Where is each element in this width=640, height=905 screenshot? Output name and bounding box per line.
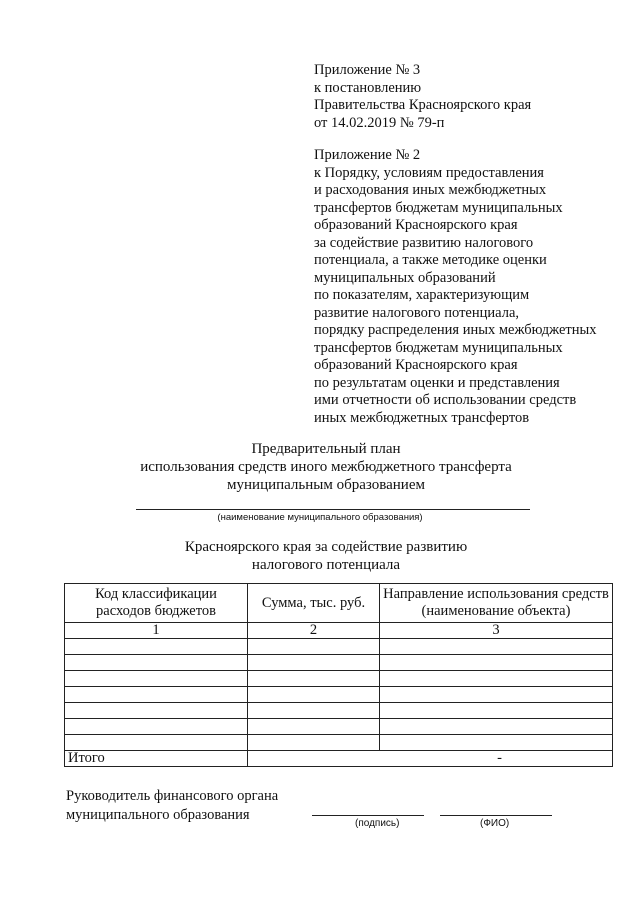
appendix-2-line: Приложение № 2	[314, 147, 421, 163]
table-cell[interactable]	[380, 703, 613, 719]
table-cell[interactable]	[248, 655, 380, 671]
signature-underline	[312, 815, 424, 816]
document-title	[6, 440, 640, 494]
table-cell[interactable]	[248, 719, 380, 735]
document-title-line: использования средств иного межбюджетного трансферта	[140, 459, 512, 475]
appendix-2-line: развитие налогового потенциала,	[314, 304, 520, 321]
table-row	[65, 735, 613, 751]
plan-table	[64, 583, 613, 767]
table-header-row	[65, 584, 613, 623]
document-subtitle	[6, 538, 640, 574]
signature-block	[66, 787, 278, 825]
table-cell[interactable]	[248, 639, 380, 655]
table-row	[65, 655, 613, 671]
appendix-3-line: Правительства Красноярского края	[314, 97, 532, 113]
table-cell[interactable]	[65, 639, 248, 655]
document-title-line: Предварительный план	[251, 441, 401, 457]
appendix-2-line: по показателям, характеризующим	[314, 287, 530, 303]
table-cell[interactable]	[65, 671, 248, 687]
signature-line-text: Руководитель финансового органа	[66, 788, 279, 804]
table-cell[interactable]	[380, 671, 613, 687]
municipality-name-caption: (наименование муниципального образования)	[217, 512, 423, 523]
column-number: 2	[248, 623, 380, 639]
table-cell[interactable]	[248, 735, 380, 751]
table-cell[interactable]	[380, 687, 613, 703]
appendix-2-line: образований Красноярского края	[314, 217, 518, 233]
document-title-line: муниципальным образованием	[227, 477, 425, 493]
municipality-name-line	[136, 509, 530, 510]
table-row	[65, 639, 613, 655]
appendix-3-header	[314, 62, 531, 132]
table-cell[interactable]	[380, 639, 613, 655]
table-cell[interactable]	[65, 719, 248, 735]
column-number-row	[65, 623, 613, 639]
table-cell[interactable]	[248, 703, 380, 719]
table-row	[65, 703, 613, 719]
table-row	[65, 719, 613, 735]
column-number: 1	[65, 623, 248, 639]
header-amount: Сумма, тыс. руб.	[248, 584, 380, 623]
document-subtitle-line: Красноярского края за содействие развитию	[184, 539, 468, 555]
appendix-2-line: к Порядку, условиям предоставления	[314, 164, 544, 181]
total-sum: -	[248, 751, 613, 767]
table-cell[interactable]	[248, 687, 380, 703]
full-name-underline	[440, 815, 552, 816]
appendix-2-line: трансфертов бюджетам муниципальных	[314, 199, 563, 216]
table-cell[interactable]	[65, 687, 248, 703]
appendix-2-line: за содействие развитию налогового	[314, 234, 534, 251]
appendix-2-line: иных межбюджетных трансфертов	[314, 409, 530, 426]
appendix-2-line: потенциала, а также методике оценки	[314, 252, 547, 268]
table-cell[interactable]	[380, 655, 613, 671]
total-label: Итого	[65, 751, 248, 767]
table-cell[interactable]	[65, 655, 248, 671]
appendix-3-line: Приложение № 3	[314, 62, 421, 78]
header-usage-direction: Направление использования средств (наименование объекта)	[380, 584, 613, 623]
table-row	[65, 687, 613, 703]
header-budget-code: Код классификации расходов бюджетов	[65, 584, 248, 623]
table-row	[65, 671, 613, 687]
appendix-2-line: ими отчетности об использовании средств	[314, 392, 577, 408]
full-name-caption: (ФИО)	[480, 818, 510, 829]
appendix-2-header	[314, 147, 596, 427]
appendix-3-line: к постановлению	[314, 79, 422, 96]
column-number: 3	[380, 623, 613, 639]
signature-line-text: муниципального образования	[66, 807, 250, 823]
table-cell[interactable]	[65, 703, 248, 719]
table-cell[interactable]	[248, 671, 380, 687]
table-cell[interactable]	[380, 735, 613, 751]
appendix-2-line: порядку распределения иных межбюджетных	[314, 322, 597, 338]
appendix-2-line: образований Красноярского края	[314, 357, 518, 373]
total-row	[65, 751, 613, 767]
document-subtitle-line: налогового потенциала	[251, 557, 401, 573]
appendix-2-line: муниципальных образований	[314, 269, 496, 286]
appendix-2-line: трансфертов бюджетам муниципальных	[314, 339, 563, 356]
appendix-2-line: по результатам оценки и представления	[314, 374, 560, 391]
table-cell[interactable]	[65, 735, 248, 751]
signature-caption: (подпись)	[355, 818, 400, 829]
table-cell[interactable]	[380, 719, 613, 735]
appendix-2-line: и расходования иных межбюджетных	[314, 182, 547, 198]
appendix-3-line: от 14.02.2019 № 79-п	[314, 114, 445, 131]
